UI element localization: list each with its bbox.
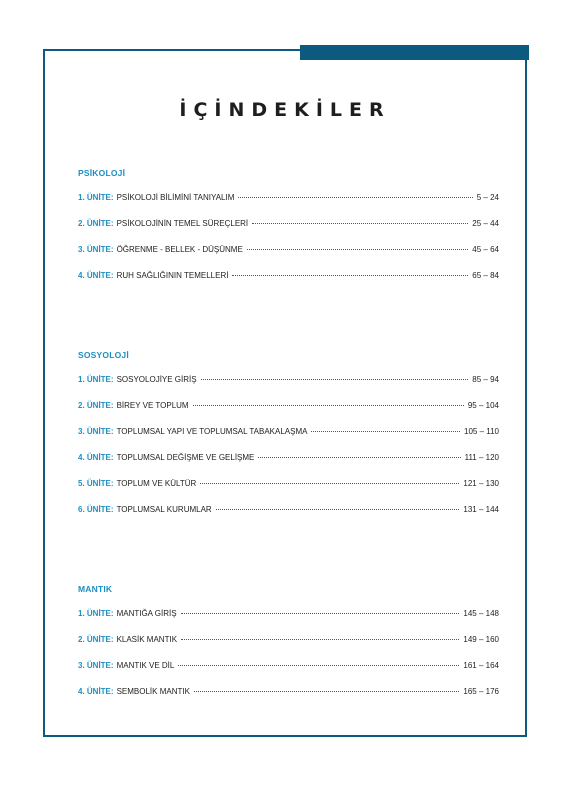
toc-entry[interactable] [78, 453, 499, 465]
unit-title: MANTIK VE DİL [116, 661, 175, 670]
unit-label: 1. ÜNİTE: [78, 375, 114, 384]
toc-entry[interactable] [78, 687, 499, 699]
unit-label: 3. ÜNİTE: [78, 245, 114, 254]
toc-entry[interactable] [78, 219, 499, 231]
page-range: 95 – 104 [467, 401, 499, 410]
dot-leader [181, 639, 459, 640]
unit-title: ÖĞRENME - BELLEK - DÜŞÜNME [116, 245, 243, 254]
section-heading-mantik: MANTIK [78, 584, 113, 594]
unit-label: 2. ÜNİTE: [78, 401, 114, 410]
page-range: 121 – 130 [463, 479, 499, 488]
unit-title: TOPLUMSAL KURUMLAR [116, 505, 212, 514]
unit-label: 4. ÜNİTE: [78, 453, 114, 462]
unit-title: TOPLUMSAL DEĞİŞME VE GELİŞME [116, 453, 255, 462]
toc-entry[interactable] [78, 479, 499, 491]
toc-entry[interactable] [78, 505, 499, 517]
dot-leader [216, 509, 460, 510]
page-range: 145 – 148 [463, 609, 499, 618]
page-range: 149 – 160 [463, 635, 499, 644]
toc-entry[interactable] [78, 375, 499, 387]
header-accent-bar [300, 45, 529, 60]
page-range: 85 – 94 [472, 375, 499, 384]
unit-label: 3. ÜNİTE: [78, 427, 114, 436]
page-range: 111 – 120 [464, 453, 499, 462]
dot-leader [201, 379, 469, 380]
dot-leader [238, 197, 472, 198]
page-range: 131 – 144 [463, 505, 499, 514]
section-heading-sosyoloji: SOSYOLOJİ [78, 350, 129, 360]
unit-label: 4. ÜNİTE: [78, 687, 114, 696]
dot-leader [200, 483, 459, 484]
unit-label: 1. ÜNİTE: [78, 193, 114, 202]
unit-title: TOPLUMSAL YAPI VE TOPLUMSAL TABAKALAŞMA [116, 427, 308, 436]
dot-leader [181, 613, 460, 614]
toc-entry[interactable] [78, 427, 499, 439]
unit-title: KLASİK MANTIK [116, 635, 178, 644]
unit-title: PSİKOLOJİ BİLİMİNİ TANIYALIM [116, 193, 235, 202]
unit-title: BİREY VE TOPLUM [116, 401, 189, 410]
dot-leader [258, 457, 460, 458]
toc-entry[interactable] [78, 193, 499, 205]
unit-title: TOPLUM VE KÜLTÜR [116, 479, 197, 488]
unit-label: 6. ÜNİTE: [78, 505, 114, 514]
unit-label: 3. ÜNİTE: [78, 661, 114, 670]
section-heading-psikoloji: PSİKOLOJİ [78, 168, 126, 178]
toc-entry[interactable] [78, 609, 499, 621]
unit-title: MANTIĞA GİRİŞ [116, 609, 177, 618]
dot-leader [252, 223, 468, 224]
page-range: 65 – 84 [472, 271, 499, 280]
unit-title: PSİKOLOJİNİN TEMEL SÜREÇLERİ [116, 219, 249, 228]
page-range: 105 – 110 [464, 427, 499, 436]
page-range: 25 – 44 [472, 219, 499, 228]
toc-entry[interactable] [78, 271, 499, 283]
page-range: 165 – 176 [463, 687, 499, 696]
toc-entry[interactable] [78, 401, 499, 413]
toc-entry[interactable] [78, 635, 499, 647]
unit-title: SOSYOLOJİYE GİRİŞ [116, 375, 197, 384]
page-range: 161 – 164 [463, 661, 499, 670]
dot-leader [193, 405, 464, 406]
toc-entry[interactable] [78, 245, 499, 257]
unit-label: 2. ÜNİTE: [78, 219, 114, 228]
page-range: 45 – 64 [472, 245, 499, 254]
dot-leader [311, 431, 460, 432]
page-title: İÇİNDEKİLER [179, 99, 391, 121]
unit-label: 1. ÜNİTE: [78, 609, 114, 618]
dot-leader [194, 691, 459, 692]
dot-leader [178, 665, 459, 666]
unit-label: 5. ÜNİTE: [78, 479, 114, 488]
toc-entry[interactable] [78, 661, 499, 673]
unit-title: SEMBOLİK MANTIK [116, 687, 190, 696]
page-frame [43, 49, 527, 737]
unit-title: RUH SAĞLIĞININ TEMELLERİ [116, 271, 229, 280]
page-range: 5 – 24 [476, 193, 499, 202]
dot-leader [247, 249, 468, 250]
unit-label: 4. ÜNİTE: [78, 271, 114, 280]
dot-leader [232, 275, 468, 276]
unit-label: 2. ÜNİTE: [78, 635, 114, 644]
